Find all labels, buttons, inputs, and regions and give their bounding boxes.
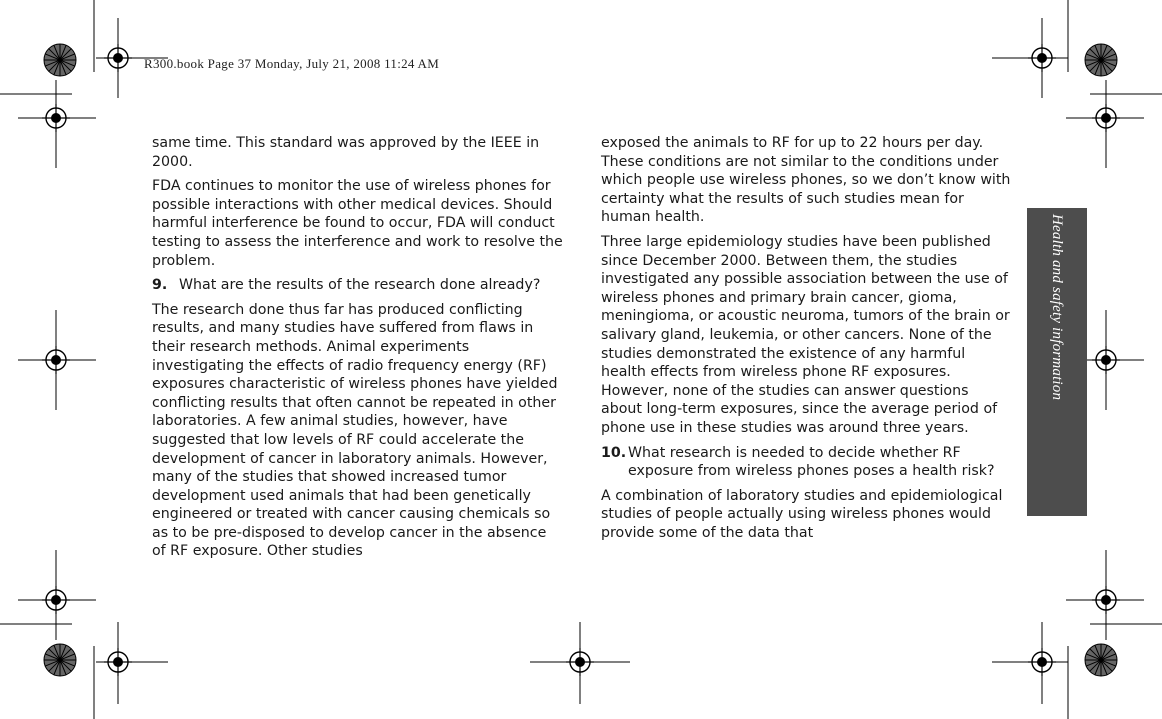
print-header: R300.book Page 37 Monday, July 21, 2008 11:24 AM xyxy=(144,56,440,71)
section-tab-label: Health and safety information xyxy=(1049,214,1065,401)
paragraph: Three large epidemiology studies have been published since December 2000. Between them, the studies investigated any possible association between the use of wireless phones and primary brain cancer, gioma, meningioma, or acoustic neuroma, tumors of the brain or salivary gland, leukemia, or other cancers. None of the studies demonstrated the existence of any harmful health effects from wireless phone RF exposures. However, none of the studies can answer questions about long-term exposures, since the average period of phone use in these studies was around three years. xyxy=(601,233,1010,436)
question-text: What research is needed to decide whether RF exposure from wireless phones poses a health risk? xyxy=(628,444,995,480)
paragraph: exposed the animals to RF for up to 22 hours per day. These conditions are not similar to the conditions under which people use wireless phones, so we don’t know with certainty what the results of such studies mean for human health. xyxy=(601,135,1011,226)
left-column xyxy=(152,134,564,567)
question-10 xyxy=(601,444,1011,481)
paragraph: The research done thus far has produced conflicting results, and many studies have suffered from flaws in their research methods. Animal experiments investigating the effects of radio frequency energy (RF) exposures characteristic of wireless phones have yielded conflicting results that often cannot be repeated in other laboratories. A few animal studies, however, have suggested that low levels of RF could accelerate the development of cancer in laboratory animals. However, many of the studies that showed increased tumor development used animals that had been genetically engineered or treated with cancer causing chemicals so as to be pre-disposed to develop cancer in the absence of RF exposure. Other studies xyxy=(152,301,558,560)
right-column xyxy=(601,134,1011,548)
question-text: What are the results of the research done already? xyxy=(179,277,541,294)
paragraph: same time. This standard was approved by the IEEE in 2000. xyxy=(152,135,540,170)
question-number: 9. xyxy=(152,277,168,294)
question-9 xyxy=(152,276,564,295)
paragraph: A combination of laboratory studies and epidemiological studies of people actually using wireless phones would provide some of the data that xyxy=(601,487,1003,541)
question-number: 10. xyxy=(601,444,627,461)
paragraph: FDA continues to monitor the use of wireless phones for possible interactions with other medical devices. Should harmful interference be found to occur, FDA will conduct testing to assess the interference and work to resolve the problem. xyxy=(152,178,563,269)
